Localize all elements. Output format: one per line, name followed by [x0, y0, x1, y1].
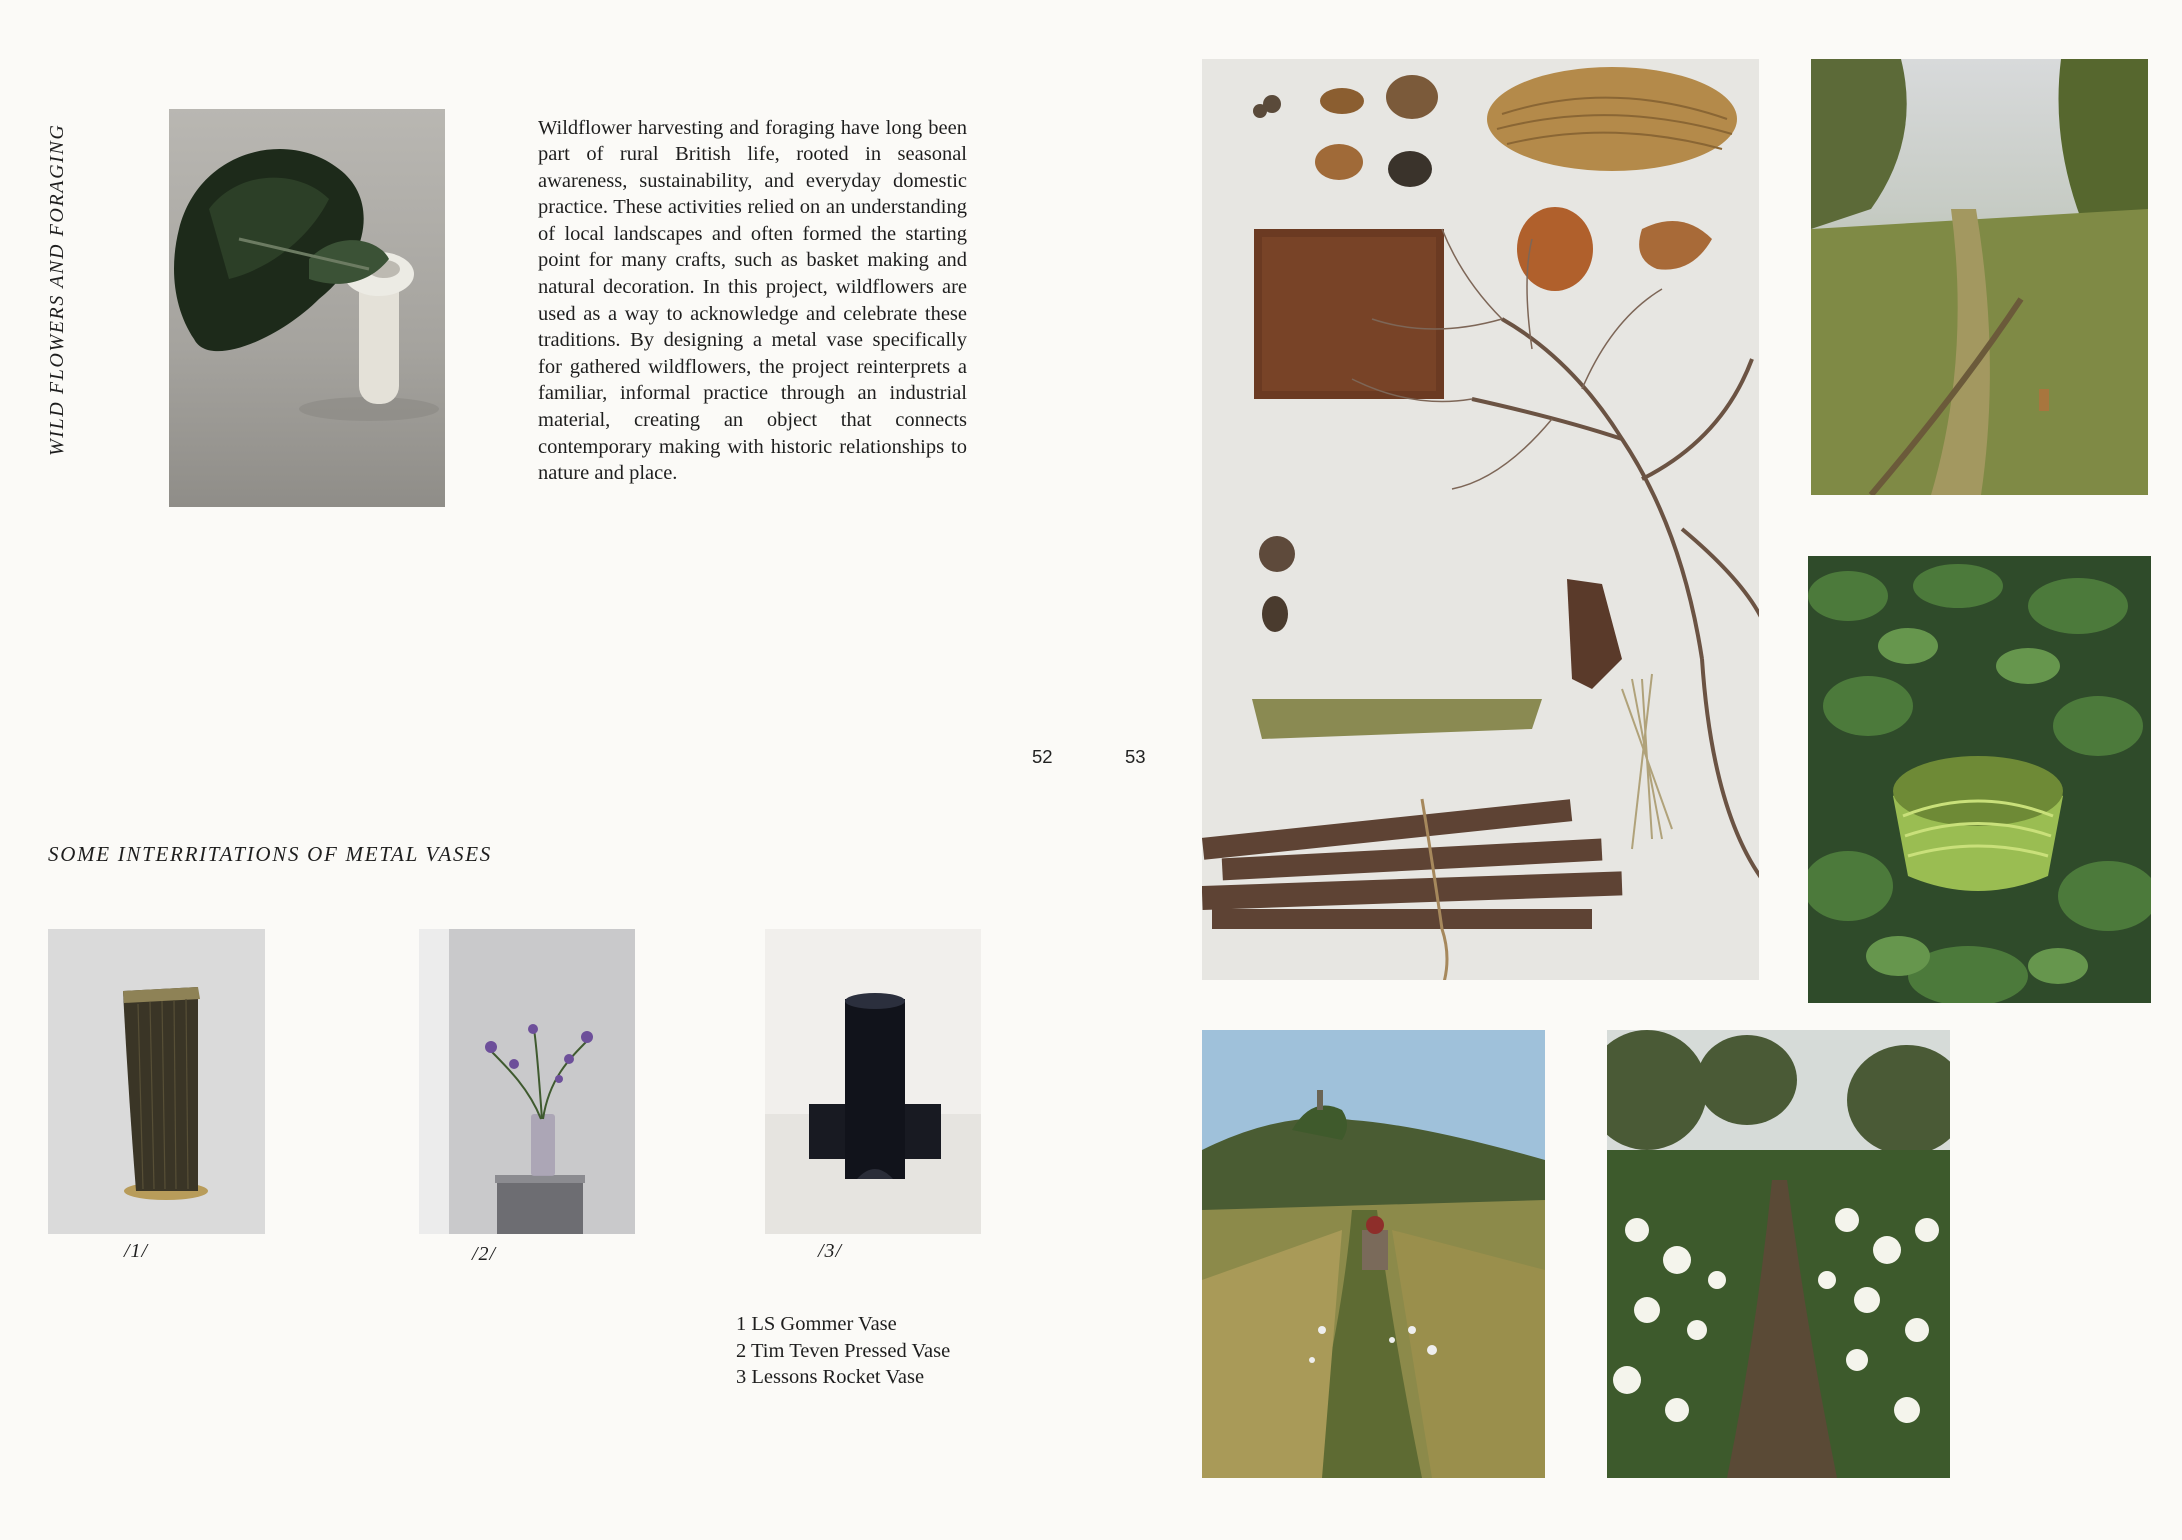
caption-3: /3/ — [818, 1240, 843, 1262]
woven-basket-photo — [1808, 556, 2151, 1003]
page-number-right: 53 — [1125, 746, 1146, 767]
credit-item: 3 Lessons Rocket Vase — [736, 1366, 925, 1389]
credit-item: 2 Tim Teven Pressed Vase — [736, 1339, 951, 1362]
cow-parsley-photo — [1607, 1030, 1950, 1478]
meadow-walk-photo — [1202, 1030, 1545, 1478]
section-heading: SOME INTERRITATIONS OF METAL VASES — [48, 842, 492, 866]
vase-1-photo — [48, 929, 265, 1234]
page-number-left: 52 — [1032, 746, 1053, 767]
caption-1: /1/ — [124, 1240, 149, 1262]
foraged-flatlay-photo — [1202, 59, 1759, 980]
vase-3-photo — [765, 929, 981, 1234]
vase-credits-list — [736, 1311, 950, 1391]
vase-2-photo — [419, 929, 635, 1234]
kale-vase-photo — [169, 109, 445, 507]
vertical-section-title: WILD FLOWERS AND FORAGING — [46, 123, 68, 456]
credit-item: 1 LS Gommer Vase — [736, 1313, 897, 1335]
intro-paragraph: Wildflower harvesting and foraging have long been part of rural British life, rooted in seasonal awareness, sustainability, and everyday domestic practice. These activities relied on an understanding of local landscapes and often formed the starting point for many crafts, such as basket making and natural decoration. In this project, wildflowers are used as a way to acknowledge and celebrate these traditions. By designing a metal vase specifically for gathered wildflowers, the project reinterprets a familiar, informal practice through an industrial material, creating an object that connects contemporary making with historic relationships to nature and place. — [538, 116, 967, 485]
caption-2: /2/ — [472, 1243, 497, 1265]
misty-field-photo — [1811, 59, 2148, 495]
